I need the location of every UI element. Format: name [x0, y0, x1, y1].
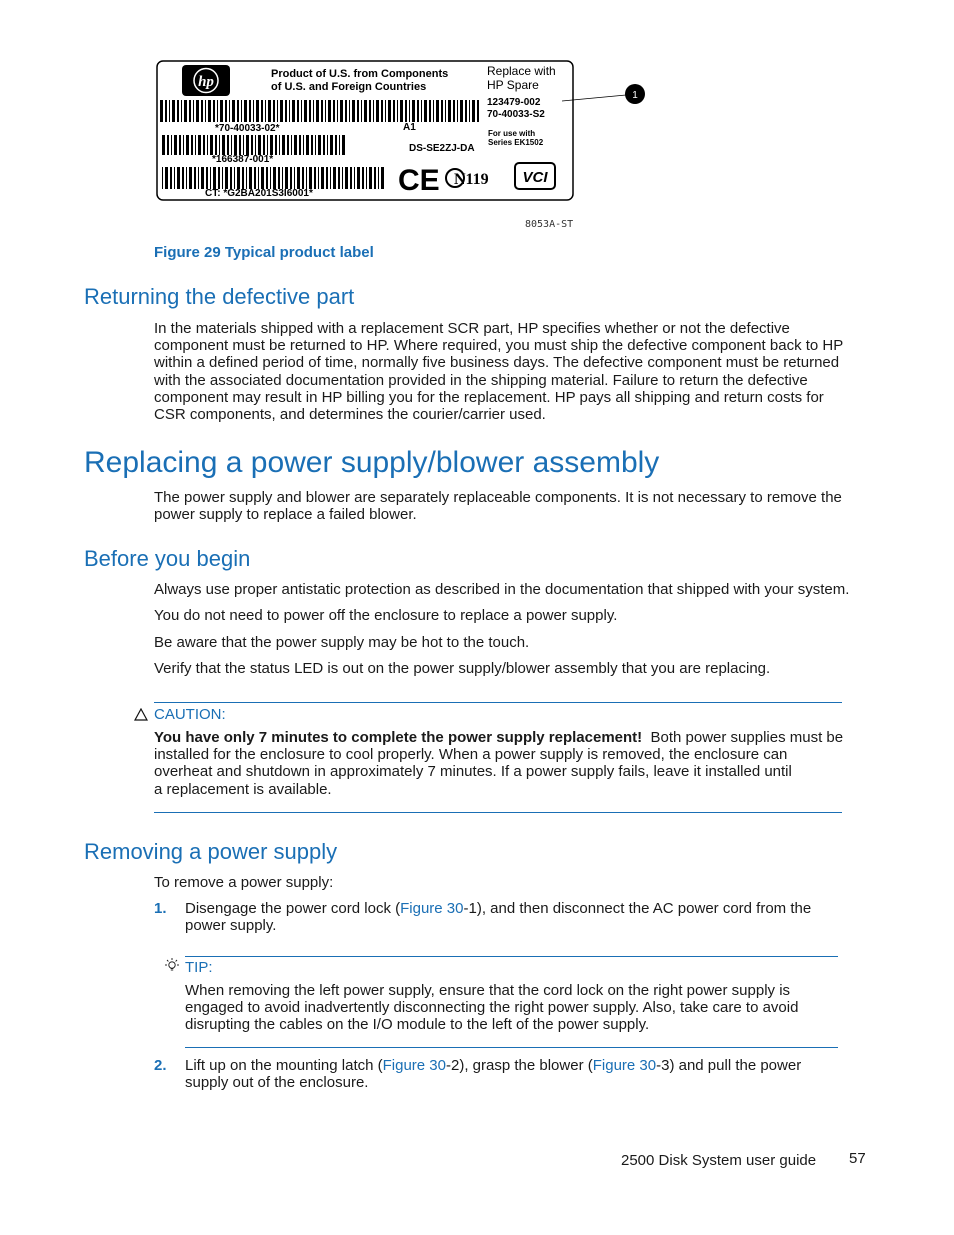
barcode-bar [198, 135, 201, 155]
barcode-bar [261, 100, 263, 122]
barcode-bar [381, 100, 383, 122]
barcode-bar [222, 167, 223, 189]
barcode-bar [472, 100, 475, 122]
barcode-bar [352, 100, 355, 122]
barcode-bar [225, 100, 227, 122]
barcode-bar [222, 135, 225, 155]
barcode-bar [174, 135, 177, 155]
barcode-bar [191, 135, 193, 155]
barcode-bar [342, 167, 343, 189]
rev-text: A1 [403, 122, 416, 133]
barcode-bar [297, 167, 300, 189]
tip-body [185, 982, 798, 1034]
barcode-bar [273, 100, 275, 122]
tip-line: disrupting the cables on the I/O module to the left of the power supply. [185, 1016, 650, 1034]
barcode-bar [306, 135, 309, 155]
barcode-bar [374, 167, 376, 189]
hp-logo-text: hp [198, 74, 214, 90]
barcode-bar [349, 100, 350, 122]
barcode-bar [381, 167, 384, 189]
barcode-bar [457, 100, 458, 122]
barcode-bar [165, 100, 167, 122]
barcode-bar [251, 135, 253, 155]
barcode-bar [189, 100, 191, 122]
barcode-bar [179, 135, 181, 155]
step-2-number: 2. [154, 1057, 167, 1074]
barcode-bar [469, 100, 470, 122]
barcode-bar [254, 167, 256, 189]
use-line1: For use with [488, 129, 536, 138]
barcode-bar [206, 167, 208, 189]
barcode-bar [234, 135, 237, 155]
barcode-bar [239, 135, 241, 155]
barcode-bar [385, 100, 386, 122]
barcode-bar [182, 167, 184, 189]
barcode-bar [321, 167, 324, 189]
barcode-bar [227, 135, 229, 155]
returning-line: CSR components, and determines the courier/carrier used. [154, 406, 546, 424]
barcode-bar [465, 100, 467, 122]
barcode-bar [217, 100, 218, 122]
footer-title: 2500 Disk System user guide [621, 1152, 817, 1169]
barcode-bar [170, 167, 172, 189]
replacing-line: The power supply and blower are separately replaceable components. It is not necessary to remove the [154, 489, 842, 506]
barcode-bar [215, 135, 217, 155]
barcode-bar [337, 100, 338, 122]
step-1-number: 1. [154, 900, 167, 917]
barcode-bar [246, 135, 249, 155]
step-1-text [185, 900, 811, 934]
caution-rule-bottom [154, 812, 842, 813]
barcode-bar [275, 135, 277, 155]
vci-mark: VCI [522, 169, 548, 186]
barcode-bar [177, 167, 180, 189]
barcode-bar [255, 135, 256, 155]
before-para-2: You do not need to power off the enclosure to replace a power supply. [154, 607, 618, 624]
barcode-bar [362, 167, 364, 189]
barcode-bar [357, 100, 359, 122]
barcode-bar [335, 135, 337, 155]
barcode-bar [292, 100, 295, 122]
tip-rule-top [185, 956, 838, 957]
barcode-bar [186, 135, 189, 155]
barcode-bar [397, 100, 398, 122]
barcode-bar [448, 100, 451, 122]
caution-line: installed for the enclosure to cool properly. When a power supply is removed, the enclosure can [154, 746, 788, 764]
barcode-bar [357, 167, 360, 189]
barcode-bar [195, 135, 196, 155]
replace-line2: HP Spare [487, 78, 539, 92]
figure-30-link[interactable]: Figure 30 [382, 1057, 446, 1074]
barcode-bar [203, 135, 205, 155]
barcode-bar [294, 135, 297, 155]
barcode-bar [277, 100, 278, 122]
barcode-bar [237, 100, 239, 122]
product-label-figure [150, 55, 660, 235]
caution-triangle-icon [134, 708, 148, 721]
barcode-bar [261, 167, 264, 189]
barcode-bar [193, 100, 194, 122]
figure-code: 8053A-ST [525, 219, 574, 230]
returning-line: within a defined period of time, normally five business days. The defective component must be returned [154, 354, 840, 372]
tip-label: TIP: [185, 959, 213, 976]
barcode-bar [172, 100, 175, 122]
barcode-bar [287, 135, 289, 155]
barcode-bar [314, 167, 316, 189]
barcode1-text: *70-40033-02* [215, 123, 280, 134]
barcode-bar [265, 100, 266, 122]
before-para-4: Verify that the status LED is out on the power supply/blower assembly that you are replacing. [154, 660, 771, 677]
barcode-bar [174, 167, 175, 189]
barcode-bar [279, 135, 280, 155]
replacing-heading: Replacing a power supply/blower assembly [84, 446, 660, 479]
model-text: DS-SE2ZJ-DA [409, 143, 475, 154]
before-para-3: Be aware that the power supply may be hot to the touch. [154, 634, 530, 651]
replacing-line: power supply to replace a failed blower. [154, 506, 417, 524]
barcode-bar [196, 100, 199, 122]
spare-part1: 123479-002 [487, 97, 541, 108]
barcode-bar [162, 135, 165, 155]
barcode-bar [313, 100, 314, 122]
caution-label: CAUTION: [154, 706, 226, 723]
step-1-text-b: -1), and then disconnect the AC power cord from the [463, 900, 812, 917]
barcode-bar [303, 135, 304, 155]
barcode-bar [412, 100, 415, 122]
step-2-text-c: -3) and pull the power [656, 1057, 802, 1074]
step-2-line-2: supply out of the enclosure. [185, 1074, 369, 1092]
returning-line: component may result in HP billing you for the replacement. HP pays all shipping and return costs for [154, 388, 824, 406]
barcode-bar [388, 100, 391, 122]
barcode-bar [333, 167, 336, 189]
barcode-bar [189, 167, 192, 189]
figure-30-link[interactable]: Figure 30 [592, 1057, 657, 1074]
barcode-bar [354, 167, 355, 189]
barcode-bar [270, 135, 273, 155]
barcode-bar [333, 100, 335, 122]
returning-line: with the associated documentation provided in the shipping material. Failure to return the defective [154, 371, 808, 389]
barcode-bar [393, 100, 395, 122]
barcode-bar [244, 100, 247, 122]
barcode2-text: *166387-001* [212, 154, 274, 165]
product-label-svg [150, 55, 660, 235]
barcode-bar [220, 100, 223, 122]
ce-mark: CE [398, 164, 440, 197]
barcode-bar [246, 167, 247, 189]
barcode-bar [225, 167, 228, 189]
barcode-bar [243, 135, 244, 155]
barcode-bar [273, 167, 276, 189]
barcode-bar [285, 100, 287, 122]
barcode-bar [453, 100, 455, 122]
barcode-bar [433, 100, 434, 122]
barcode-bar [167, 135, 169, 155]
barcode-bar [378, 167, 379, 189]
step-1-line-2: power supply. [185, 917, 277, 935]
barcode-bar [289, 100, 290, 122]
barcode-bar [318, 135, 321, 155]
barcode-bar [177, 100, 179, 122]
barcode-bar [429, 100, 431, 122]
caution-line: overheat and shutdown in approximately 7 minutes. If a power supply fails, leave it installed until [154, 763, 792, 781]
origin-line1: Product of U.S. from Components [271, 68, 449, 80]
step-2-line-1 [185, 1057, 801, 1074]
barcode-bar [361, 100, 362, 122]
barcode-bar [231, 135, 232, 155]
barcode-bar [364, 100, 367, 122]
barcode-bar [201, 100, 203, 122]
barcode-bar [400, 100, 403, 122]
barcode-bar [249, 100, 251, 122]
barcode-bar [366, 167, 367, 189]
barcode-3 [162, 167, 384, 189]
barcode-bar [302, 167, 304, 189]
barcode-bar [270, 167, 271, 189]
barcode-bar [162, 167, 163, 189]
barcode-bar [328, 100, 331, 122]
barcode-bar [326, 167, 328, 189]
barcode-bar [205, 100, 206, 122]
caution-rule-top [154, 702, 842, 703]
barcode-bar [280, 100, 283, 122]
figure-30-link[interactable]: Figure 30 [400, 900, 464, 917]
barcode-bar [291, 135, 292, 155]
barcode-bar [315, 135, 316, 155]
barcode-bar [230, 167, 232, 189]
barcode-bar [256, 100, 259, 122]
barcode-bar [424, 100, 427, 122]
barcode-bar [460, 100, 463, 122]
barcode-bar [376, 100, 379, 122]
barcode-bar [165, 167, 168, 189]
barcode-bar [369, 167, 372, 189]
barcode-bar [210, 135, 213, 155]
barcode-bar [301, 100, 302, 122]
barcode-bar [169, 100, 170, 122]
barcode-bar [241, 100, 242, 122]
returning-line: component must be returned to HP. Where required, you must ship the defective component back to HP [154, 337, 844, 355]
barcode-bar [237, 167, 240, 189]
replacing-paragraph [154, 489, 842, 523]
barcode-bar [208, 100, 211, 122]
barcode-bar [213, 100, 215, 122]
caution-line1-rest: Both power supplies must be [642, 729, 844, 746]
barcode-bar [330, 167, 331, 189]
barcode-bar [345, 167, 348, 189]
tip-rule-bottom [185, 1047, 838, 1048]
barcode-bar [417, 100, 419, 122]
barcode-bar [445, 100, 446, 122]
barcode-bar [282, 135, 285, 155]
replace-line1: Replace with [487, 64, 556, 78]
barcode-bar [234, 167, 235, 189]
barcode-bar [266, 167, 268, 189]
barcode-bar [311, 135, 313, 155]
caution-body [154, 729, 843, 798]
barcode-bar [213, 167, 216, 189]
barcode-bar [477, 100, 479, 122]
barcode-bar [309, 167, 312, 189]
barcode-bar [184, 100, 187, 122]
returning-heading: Returning the defective part [84, 284, 355, 309]
barcode-bar [350, 167, 352, 189]
returning-paragraph [154, 320, 843, 423]
ct-text: CT: *G2BA201S3I6001* [205, 188, 313, 199]
barcode-bar [278, 167, 280, 189]
n119-mark: N119 [454, 171, 489, 188]
barcode-bar [345, 100, 347, 122]
barcode-bar [218, 167, 220, 189]
barcode-bar [405, 100, 407, 122]
barcode-bar [327, 135, 328, 155]
caution-line: a replacement is available. [154, 780, 332, 798]
barcode-bar [198, 167, 199, 189]
use-line2: Series EK1502 [488, 138, 544, 147]
barcode-bar [342, 135, 345, 155]
origin-line2: of U.S. and Foreign Countries [271, 81, 427, 93]
page-number: 57 [849, 1150, 866, 1167]
barcode-bar [207, 135, 208, 155]
removing-heading: Removing a power supply [84, 839, 338, 864]
barcode-bar [242, 167, 244, 189]
caution-line-1 [154, 729, 843, 746]
barcode-bar [219, 135, 220, 155]
barcode-bar [373, 100, 374, 122]
tip-line: engaged to avoid inadvertently disconnecting the right power supply. Also, take care to avoid [185, 999, 799, 1017]
barcode-bar [232, 100, 235, 122]
step-1-text-a: Disengage the power cord lock ( [185, 900, 401, 917]
barcode-bar [263, 135, 265, 155]
step-2-text-a: Lift up on the mounting latch ( [185, 1057, 383, 1074]
before-para-1: Always use proper antistatic protection as described in the documentation that shipped with your system. [154, 581, 850, 598]
spare-part2: 70-40033-S2 [487, 109, 545, 120]
before-heading: Before you begin [84, 546, 251, 571]
returning-line: In the materials shipped with a replacement SCR part, HP specifies whether or not the defective [154, 320, 790, 337]
barcode-bar [294, 167, 295, 189]
barcode-bar [297, 100, 299, 122]
barcode-bar [229, 100, 230, 122]
barcode-bar [253, 100, 254, 122]
barcode-bar [249, 167, 252, 189]
barcode-bar [282, 167, 283, 189]
lightbulb-icon [163, 957, 181, 975]
barcode-bar [194, 167, 196, 189]
step-1-line-1 [185, 900, 811, 917]
barcode-bar [268, 100, 271, 122]
barcode-bar [339, 135, 340, 155]
barcode-bar [258, 135, 261, 155]
barcode-bar [210, 167, 211, 189]
caution-bold: You have only 7 minutes to complete the power supply replacement! [154, 729, 643, 746]
barcode-bar [409, 100, 410, 122]
barcode-bar [201, 167, 204, 189]
barcode-bar [183, 135, 184, 155]
barcode-bar [304, 100, 307, 122]
barcode-bar [299, 135, 301, 155]
barcode-bar [309, 100, 311, 122]
barcode-bar [285, 167, 288, 189]
barcode-bar [171, 135, 172, 155]
barcode-bar [369, 100, 371, 122]
barcode-bar [267, 135, 268, 155]
step-2-text-b: -2), grasp the blower ( [446, 1057, 593, 1074]
step-2-text [185, 1057, 801, 1091]
removing-intro: To remove a power supply: [154, 874, 334, 891]
tip-line: When removing the left power supply, ensure that the cord lock on the right power supply is [185, 982, 791, 999]
barcode-bar [258, 167, 259, 189]
barcode-bar [325, 100, 326, 122]
barcode-bar [340, 100, 343, 122]
barcode-bar [441, 100, 443, 122]
figure-caption: Figure 29 Typical product label [154, 244, 374, 261]
barcode-bar [436, 100, 439, 122]
barcode-bar [421, 100, 422, 122]
barcode-bar [316, 100, 319, 122]
barcode-bar [160, 100, 163, 122]
barcode-bar [290, 167, 292, 189]
barcode-bar [330, 135, 333, 155]
barcode-bar [323, 135, 325, 155]
callout-number: 1 [632, 90, 638, 101]
barcode-bar [306, 167, 307, 189]
barcode-bar [338, 167, 340, 189]
barcode-bar [318, 167, 319, 189]
barcode-bar [186, 167, 187, 189]
barcode-bar [321, 100, 323, 122]
barcode-bar [181, 100, 182, 122]
